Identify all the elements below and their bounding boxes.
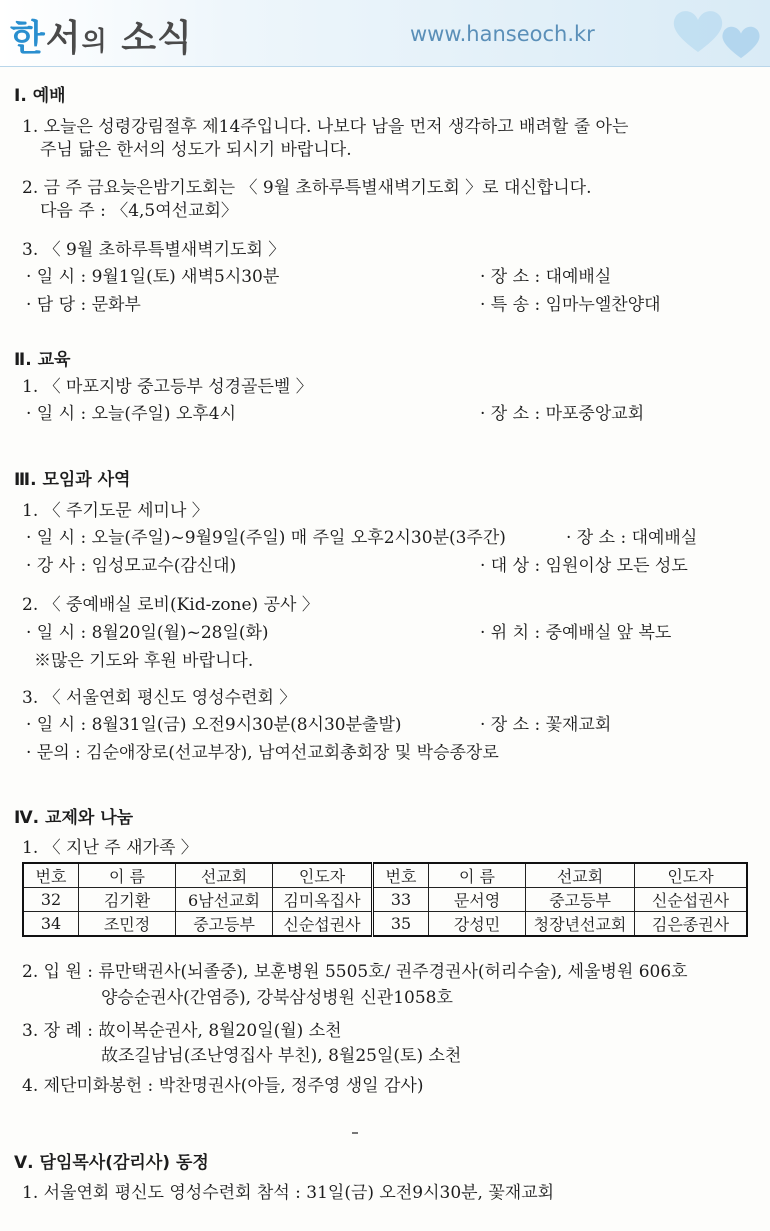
meetings-item-3-contact: · 문의 : 김순애장로(선교부장), 남여선교회총회장 및 박승종장로	[26, 743, 499, 763]
meetings-item-2-note: ※많은 기도와 후원 바랍니다.	[34, 651, 254, 671]
brand-char-1: 한	[10, 18, 46, 59]
worship-item-3-host: · 담 당 : 문화부	[26, 295, 141, 315]
fellowship-hospital-line1: 2. 입 원 : 류만택권사(뇌졸중), 보훈병원 5505호/ 권주경권사(허리수술), 세울병원 606호	[22, 962, 688, 982]
fellowship-hospital-line2: 양승순권사(간염증), 강북삼성병원 신관1058호	[101, 988, 453, 1008]
col-number: 번호	[23, 863, 79, 888]
brand-logo	[10, 10, 193, 61]
cell: 문서영	[429, 888, 526, 912]
section-title-meetings: Ⅲ. 모임과 사역	[14, 470, 131, 490]
brand-char-4: 소식	[121, 18, 193, 59]
cell: 조민정	[79, 912, 176, 937]
meetings-item-1-datetime: · 일 시 : 오늘(주일)~9월9일(주일) 매 주일 오후2시30분(3주간)	[26, 528, 506, 548]
cell: 김은종권사	[635, 912, 748, 937]
table-header-row	[23, 863, 747, 888]
education-item-1-datetime: · 일 시 : 오늘(주일) 오후4시	[26, 404, 237, 424]
cell: 김기환	[79, 888, 176, 912]
col-name: 이 름	[429, 863, 526, 888]
worship-item-1-line2: 주님 닮은 한서의 성도가 되시기 바랍니다.	[40, 140, 352, 160]
cell: 신순섭권사	[635, 888, 748, 912]
fellowship-funeral-line2: 故조길남님(조난영집사 부친), 8월25일(토) 소천	[101, 1046, 462, 1066]
table-row	[23, 912, 747, 937]
cell: 신순섭권사	[273, 912, 373, 937]
heart-icon-small	[718, 22, 764, 62]
cell: 35	[373, 912, 429, 937]
pastor-item-1: 1. 서울연회 평신도 영성수련회 참석 : 31일(금) 오전9시30분, 꽃재교회	[22, 1183, 555, 1203]
cell: 33	[373, 888, 429, 912]
cell: 청장년선교회	[526, 912, 635, 937]
table-row	[23, 888, 747, 912]
new-family-table	[22, 862, 748, 937]
col-guide: 인도자	[273, 863, 373, 888]
col-guide: 인도자	[635, 863, 748, 888]
worship-item-3-special-song: · 특 송 : 임마누엘찬양대	[480, 295, 661, 315]
brand-char-2: 서	[45, 18, 82, 59]
worship-item-2-line1: 2. 금 주 금요늦은밤기도회는 〈 9월 초하루특별새벽기도회 〉로 대신합니다.	[22, 178, 592, 198]
meetings-item-1-place: · 장 소 : 대예배실	[566, 528, 698, 548]
cell: 중고등부	[526, 888, 635, 912]
worship-item-3: 3. 〈 9월 초하루특별새벽기도회 〉	[22, 240, 286, 260]
section-title-education: Ⅱ. 교육	[14, 350, 71, 370]
scan-mark	[352, 1132, 358, 1134]
website-url[interactable]: www.hanseoch.kr	[410, 22, 595, 46]
section-title-fellowship: Ⅳ. 교제와 나눔	[14, 808, 134, 828]
meetings-item-3: 3. 〈 서울연회 평신도 영성수련회 〉	[22, 688, 297, 708]
worship-item-3-datetime: · 일 시 : 9월1일(토) 새벽5시30분	[26, 267, 280, 287]
worship-item-1-line1: 1. 오늘은 성령강림절후 제14주입니다. 나보다 남을 먼저 생각하고 배려할 줄 아는	[22, 117, 629, 137]
meetings-item-2: 2. 〈 중예배실 로비(Kid-zone) 공사 〉	[22, 595, 319, 615]
cell: 강성민	[429, 912, 526, 937]
education-item-1-place: · 장 소 : 마포중앙교회	[480, 404, 645, 424]
section-title-worship: Ⅰ. 예배	[14, 86, 66, 106]
cell: 중고등부	[176, 912, 273, 937]
meetings-item-1-audience: · 대 상 : 임원이상 모든 성도	[480, 556, 688, 576]
col-mission: 선교회	[526, 863, 635, 888]
cell: 34	[23, 912, 79, 937]
education-item-1: 1. 〈 마포지방 중고등부 성경골든벨 〉	[22, 377, 313, 397]
col-number: 번호	[373, 863, 429, 888]
brand-char-3: 의	[81, 27, 108, 57]
fellowship-funeral-line1: 3. 장 례 : 故이복순권사, 8월20일(월) 소천	[22, 1021, 342, 1041]
cell: 김미옥집사	[273, 888, 373, 912]
meetings-item-1: 1. 〈 주기도문 세미나 〉	[22, 501, 209, 521]
cell: 32	[23, 888, 79, 912]
worship-item-2-line2: 다음 주 : 〈4,5여선교회〉	[40, 201, 238, 221]
fellowship-altar-flowers: 4. 제단미화봉헌 : 박찬명권사(아들, 정주영 생일 감사)	[22, 1076, 424, 1096]
header-banner	[0, 0, 770, 67]
fellowship-item-1: 1. 〈 지난 주 새가족 〉	[22, 838, 198, 858]
meetings-item-3-place: · 장 소 : 꽃재교회	[480, 715, 612, 735]
meetings-item-3-datetime: · 일 시 : 8월31일(금) 오전9시30분(8시30분출발)	[26, 715, 402, 735]
meetings-item-1-speaker: · 강 사 : 임성모교수(감신대)	[26, 556, 237, 576]
cell: 6남선교회	[176, 888, 273, 912]
meetings-item-2-datetime: · 일 시 : 8월20일(월)~28일(화)	[26, 623, 269, 643]
col-name: 이 름	[79, 863, 176, 888]
worship-item-3-place: · 장 소 : 대예배실	[480, 267, 612, 287]
meetings-item-2-location: · 위 치 : 중예배실 앞 복도	[480, 623, 672, 643]
col-mission: 선교회	[176, 863, 273, 888]
section-title-pastor: Ⅴ. 담임목사(감리사) 동정	[14, 1153, 209, 1173]
